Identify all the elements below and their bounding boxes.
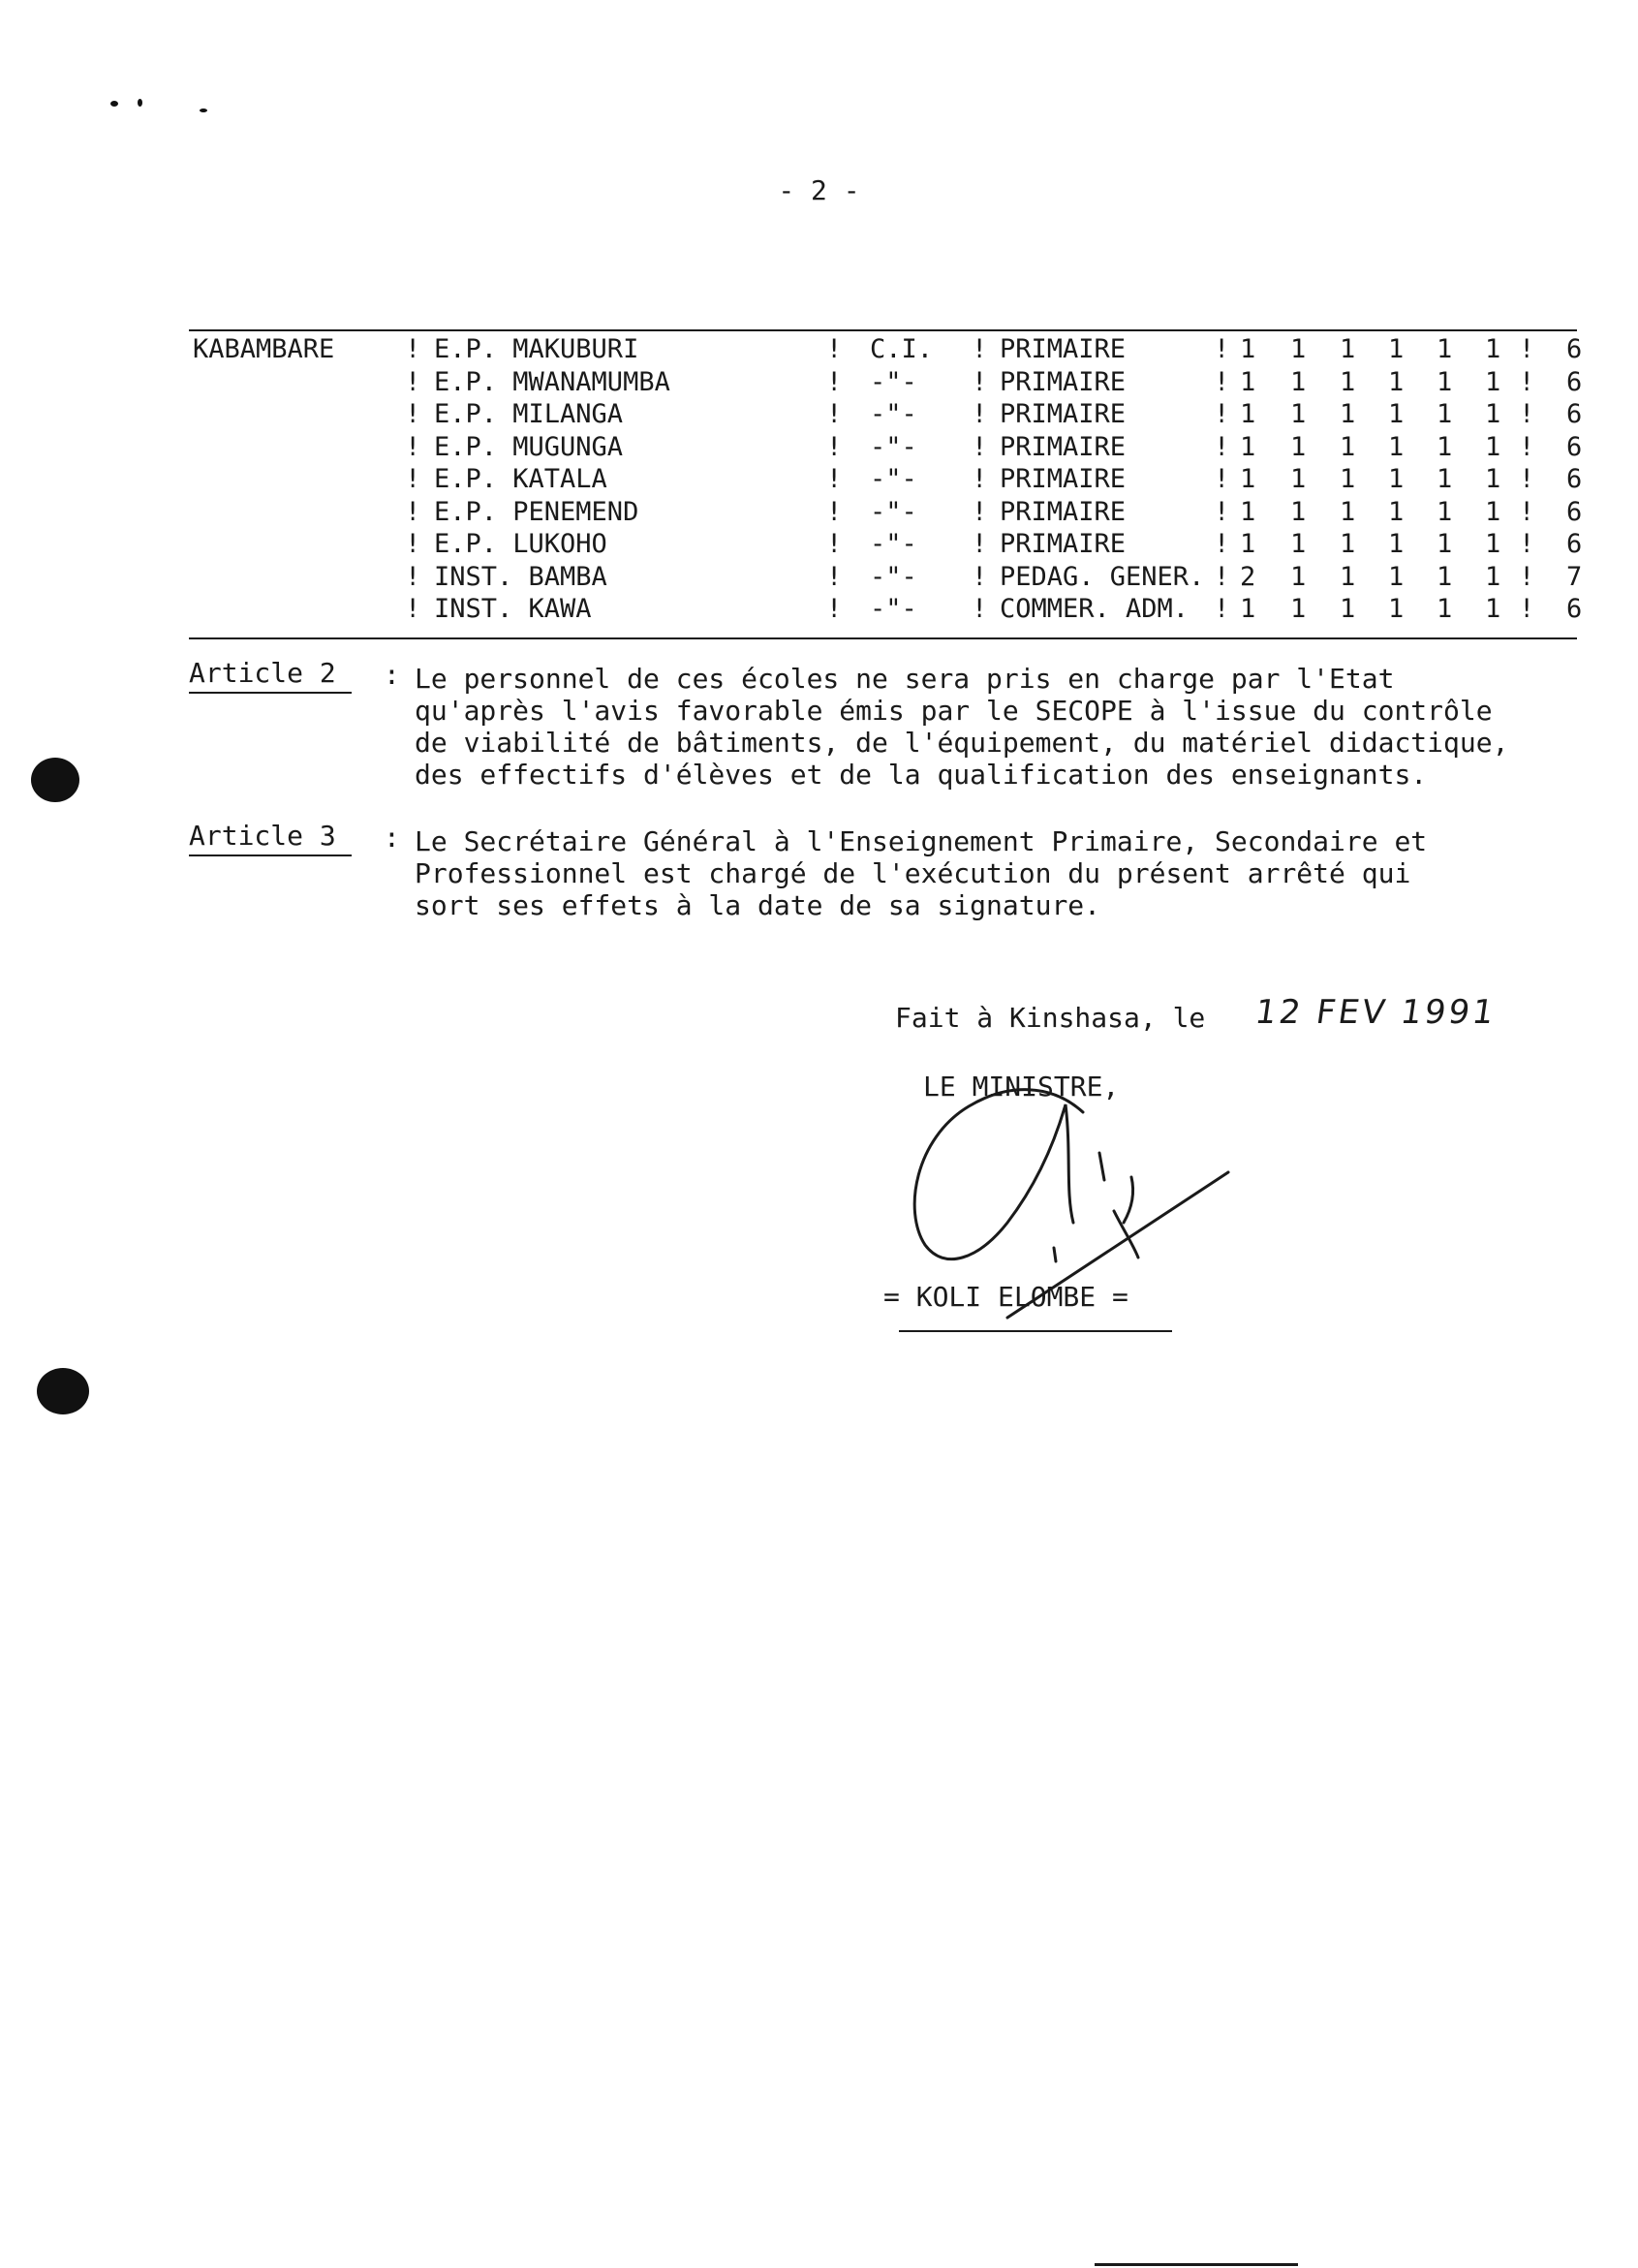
ink-spot <box>31 758 79 802</box>
table-row <box>0 333 1638 366</box>
total-cell: 6 <box>1566 366 1583 397</box>
article-3-line: Professionnel est chargé de l'exécution du présent arrêté qui <box>415 857 1411 889</box>
grade-count-cell: 1 <box>1290 431 1307 462</box>
column-separator: ! <box>1519 464 1535 494</box>
grade-count-cell: 1 <box>1290 464 1307 494</box>
grade-count-cell: 1 <box>1437 431 1453 462</box>
column-separator: ! <box>1214 594 1230 624</box>
signatory-name: = KOLI ELOMBE = <box>883 1281 1128 1313</box>
grade-count-cell: 1 <box>1240 399 1256 429</box>
school-name: E.P. MUGUNGA <box>434 431 624 462</box>
column-separator: ! <box>1214 431 1230 462</box>
grade-count-cell: 1 <box>1290 496 1307 527</box>
school-name: E.P. KATALA <box>434 464 607 494</box>
column-separator: ! <box>1519 496 1535 527</box>
column-separator: ! <box>972 399 988 429</box>
grade-count-cell: 1 <box>1340 594 1356 624</box>
grade-count-cell: 1 <box>1290 366 1307 397</box>
column-separator: ! <box>826 529 843 559</box>
grade-count-cell: 1 <box>1290 399 1307 429</box>
grade-count-cell: 1 <box>1388 561 1405 592</box>
grade-count-cell: 1 <box>1437 334 1453 364</box>
date-stamp: 12 FEV 1991 <box>1252 993 1499 1032</box>
column-separator: ! <box>826 594 843 624</box>
grade-count-cell: 1 <box>1340 366 1356 397</box>
column-separator: ! <box>1519 529 1535 559</box>
grade-count-cell: 1 <box>1485 561 1501 592</box>
article-3-line: Le Secrétaire Général à l'Enseignement Primaire, Secondaire et <box>415 825 1428 857</box>
grade-count-cell: 1 <box>1485 529 1501 559</box>
column-separator: ! <box>405 431 421 462</box>
grade-count-cell: 1 <box>1388 399 1405 429</box>
grade-count-cell: 1 <box>1240 496 1256 527</box>
ink-spot <box>200 109 207 112</box>
regime-cell: -"- <box>870 399 917 429</box>
column-separator: ! <box>1214 561 1230 592</box>
article-3-label: Article 3 <box>189 820 336 852</box>
article-3-body <box>415 825 1427 921</box>
grade-count-cell: 1 <box>1340 431 1356 462</box>
place-and-date-label: Fait à Kinshasa, le <box>895 1002 1206 1034</box>
total-cell: 6 <box>1566 529 1583 559</box>
grade-count-cell: 1 <box>1290 334 1307 364</box>
school-name: E.P. MAKUBURI <box>434 334 639 364</box>
grade-count-cell: 1 <box>1388 334 1405 364</box>
table-row <box>0 593 1638 626</box>
article-2-colon: : <box>384 659 400 691</box>
article-2-line: qu'après l'avis favorable émis par le SECOPE à l'issue du contrôle <box>415 695 1493 727</box>
ink-spot <box>110 101 118 107</box>
table-top-rule <box>189 329 1577 331</box>
column-separator: ! <box>826 334 843 364</box>
grade-count-cell: 2 <box>1240 561 1256 592</box>
grade-count-cell: 1 <box>1437 594 1453 624</box>
grade-count-cell: 1 <box>1240 366 1256 397</box>
school-type: PRIMAIRE <box>1000 366 1127 397</box>
total-cell: 6 <box>1566 496 1583 527</box>
school-name: INST. KAWA <box>434 594 592 624</box>
column-separator: ! <box>405 561 421 592</box>
regime-cell: -"- <box>870 594 917 624</box>
column-separator: ! <box>405 464 421 494</box>
article-3-line: sort ses effets à la date de sa signature. <box>415 889 1101 921</box>
column-separator: ! <box>1519 366 1535 397</box>
regime-cell: -"- <box>870 464 917 494</box>
school-name: INST. BAMBA <box>434 561 607 592</box>
table-row <box>0 496 1638 529</box>
total-cell: 6 <box>1566 594 1583 624</box>
column-separator: ! <box>826 464 843 494</box>
grade-count-cell: 1 <box>1340 464 1356 494</box>
column-separator: ! <box>1519 399 1535 429</box>
grade-count-cell: 1 <box>1437 561 1453 592</box>
school-type: PRIMAIRE <box>1000 464 1127 494</box>
column-separator: ! <box>972 594 988 624</box>
total-cell: 6 <box>1566 431 1583 462</box>
grade-count-cell: 1 <box>1485 464 1501 494</box>
grade-count-cell: 1 <box>1340 561 1356 592</box>
column-separator: ! <box>405 496 421 527</box>
grade-count-cell: 1 <box>1437 464 1453 494</box>
column-separator: ! <box>1519 594 1535 624</box>
grade-count-cell: 1 <box>1388 366 1405 397</box>
grade-count-cell: 1 <box>1437 496 1453 527</box>
article-2-label: Article 2 <box>189 657 336 689</box>
district-name: KABAMBARE <box>193 334 335 364</box>
column-separator: ! <box>405 529 421 559</box>
grade-count-cell: 1 <box>1340 334 1356 364</box>
grade-count-cell: 1 <box>1388 464 1405 494</box>
regime-cell: -"- <box>870 529 917 559</box>
ink-spot <box>37 1368 89 1414</box>
school-type: PRIMAIRE <box>1000 529 1127 559</box>
column-separator: ! <box>826 496 843 527</box>
ink-spot <box>138 99 142 107</box>
grade-count-cell: 1 <box>1240 594 1256 624</box>
grade-count-cell: 1 <box>1485 366 1501 397</box>
total-cell: 6 <box>1566 464 1583 494</box>
grade-count-cell: 1 <box>1290 561 1307 592</box>
school-name: E.P. MILANGA <box>434 399 624 429</box>
column-separator: ! <box>1519 431 1535 462</box>
grade-count-cell: 1 <box>1485 594 1501 624</box>
grade-count-cell: 1 <box>1290 594 1307 624</box>
grade-count-cell: 1 <box>1240 431 1256 462</box>
table-row <box>0 463 1638 496</box>
table-row <box>0 366 1638 399</box>
column-separator: ! <box>1214 334 1230 364</box>
column-separator: ! <box>972 529 988 559</box>
school-name: E.P. MWANAMUMBA <box>434 366 670 397</box>
grade-count-cell: 1 <box>1485 496 1501 527</box>
grade-count-cell: 1 <box>1240 464 1256 494</box>
column-separator: ! <box>405 366 421 397</box>
article-2-line: Le personnel de ces écoles ne sera pris en charge par l'Etat <box>415 663 1395 695</box>
column-separator: ! <box>972 366 988 397</box>
grade-count-cell: 1 <box>1437 529 1453 559</box>
total-cell: 7 <box>1566 561 1583 592</box>
school-type: PRIMAIRE <box>1000 399 1127 429</box>
column-separator: ! <box>826 399 843 429</box>
grade-count-cell: 1 <box>1437 366 1453 397</box>
article-3-underline <box>189 854 352 856</box>
grade-count-cell: 1 <box>1290 529 1307 559</box>
grade-count-cell: 1 <box>1340 496 1356 527</box>
grade-count-cell: 1 <box>1485 334 1501 364</box>
minister-title: LE MINISTRE, <box>923 1071 1120 1103</box>
grade-count-cell: 1 <box>1388 529 1405 559</box>
table-row <box>0 528 1638 561</box>
column-separator: ! <box>1214 496 1230 527</box>
column-separator: ! <box>972 561 988 592</box>
regime-cell: -"- <box>870 366 917 397</box>
total-cell: 6 <box>1566 334 1583 364</box>
article-2-underline <box>189 692 352 694</box>
column-separator: ! <box>972 496 988 527</box>
total-cell: 6 <box>1566 399 1583 429</box>
grade-count-cell: 1 <box>1340 399 1356 429</box>
regime-cell: C.I. <box>870 334 934 364</box>
column-separator: ! <box>826 561 843 592</box>
school-type: PRIMAIRE <box>1000 496 1127 527</box>
grade-count-cell: 1 <box>1388 594 1405 624</box>
column-separator: ! <box>826 366 843 397</box>
school-type: COMMER. ADM. <box>1000 594 1190 624</box>
grade-count-cell: 1 <box>1485 399 1501 429</box>
grade-count-cell: 1 <box>1240 334 1256 364</box>
column-separator: ! <box>1214 366 1230 397</box>
grade-count-cell: 1 <box>1485 431 1501 462</box>
table-row <box>0 431 1638 464</box>
regime-cell: -"- <box>870 561 917 592</box>
bottom-edge-mark <box>1095 2263 1298 2266</box>
column-separator: ! <box>972 431 988 462</box>
school-type: PEDAG. GENER. <box>1000 561 1205 592</box>
column-separator: ! <box>826 431 843 462</box>
school-type: PRIMAIRE <box>1000 334 1127 364</box>
school-name: E.P. LUKOHO <box>434 529 607 559</box>
grade-count-cell: 1 <box>1340 529 1356 559</box>
column-separator: ! <box>1214 399 1230 429</box>
column-separator: ! <box>405 334 421 364</box>
school-name: E.P. PENEMEND <box>434 496 639 527</box>
grade-count-cell: 1 <box>1388 496 1405 527</box>
grade-count-cell: 1 <box>1388 431 1405 462</box>
school-type: PRIMAIRE <box>1000 431 1127 462</box>
table-row <box>0 398 1638 431</box>
regime-cell: -"- <box>870 496 917 527</box>
article-3-colon: : <box>384 822 400 854</box>
column-separator: ! <box>405 594 421 624</box>
signatory-underline <box>899 1330 1172 1332</box>
table-bottom-rule <box>189 637 1577 639</box>
page-number: - 2 - <box>778 174 860 206</box>
column-separator: ! <box>972 334 988 364</box>
column-separator: ! <box>1519 334 1535 364</box>
table-row <box>0 561 1638 594</box>
grade-count-cell: 1 <box>1437 399 1453 429</box>
article-2-line: des effectifs d'élèves et de la qualification des enseignants. <box>415 759 1428 791</box>
regime-cell: -"- <box>870 431 917 462</box>
grade-count-cell: 1 <box>1240 529 1256 559</box>
column-separator: ! <box>1214 529 1230 559</box>
column-separator: ! <box>972 464 988 494</box>
column-separator: ! <box>1214 464 1230 494</box>
article-2-line: de viabilité de bâtiments, de l'équipement, du matériel didactique, <box>415 727 1509 759</box>
article-2-body <box>415 663 1508 791</box>
column-separator: ! <box>405 399 421 429</box>
column-separator: ! <box>1519 561 1535 592</box>
